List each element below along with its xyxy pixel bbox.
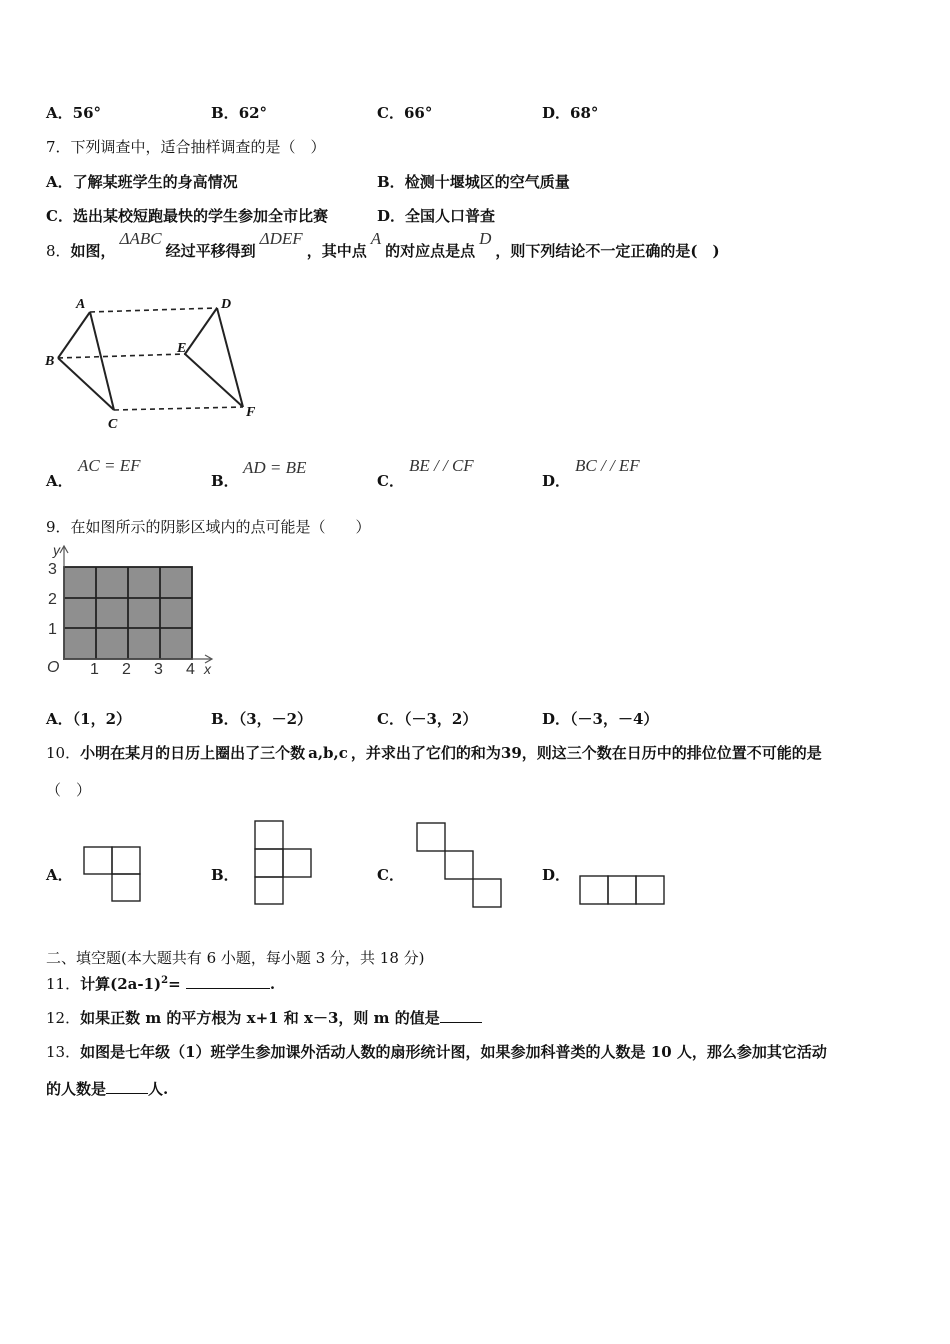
- q8-translation-figure: [40, 290, 270, 435]
- label-e: E: [177, 341, 187, 356]
- label-b: B: [45, 354, 55, 369]
- q8-option-b: B．: [211, 472, 239, 490]
- q9-option-c: C．（－3，2）: [377, 710, 478, 728]
- q10-option-d-label: D．: [542, 866, 571, 884]
- q9-stem: 9．在如图所示的阴影区域内的点可能是（ ）: [46, 518, 371, 536]
- q12-answer-blank[interactable]: [440, 1008, 482, 1023]
- q9-option-b: B．（3，－2）: [211, 710, 313, 728]
- q10-option-d-figure: [579, 875, 669, 907]
- segment-ab: [58, 312, 90, 358]
- q8-option-c: C．: [377, 472, 404, 490]
- q10-option-c-figure: [416, 822, 506, 910]
- q11: 11．计算$(2a-1)^2=$ .: [46, 975, 276, 993]
- q10-option-a-label: A．: [46, 866, 73, 884]
- q7-stem: 7．下列调查中，适合抽样调查的是（ ）: [46, 138, 326, 156]
- x-tick-1: 1: [90, 661, 99, 678]
- q8-option-a-math: AC = EF: [78, 456, 141, 475]
- q8-option-d: D．: [542, 472, 571, 490]
- label-c: C: [108, 417, 118, 432]
- q8-option-a: A．: [46, 472, 73, 490]
- q8-stem: 8．如图，ΔABC经过平移得到ΔDEF，其中点A的对应点是点D，则下列结论不一定正确的是( ): [46, 229, 720, 260]
- q8-option-c-math: BE / / CF: [409, 456, 474, 475]
- q7-option-c: C．选出某校短跑最快的学生参加全市比赛: [46, 207, 328, 225]
- segment-be: [58, 354, 185, 358]
- origin-label: O: [47, 659, 60, 676]
- segment-ac: [90, 312, 114, 410]
- q6-option-d: D．68°: [542, 104, 599, 122]
- q10-option-b-figure: [254, 820, 316, 906]
- label-a: A: [76, 297, 86, 312]
- q8-option-d-math: BC / / EF: [575, 456, 640, 475]
- label-f: F: [246, 405, 256, 420]
- q11-answer-blank[interactable]: [186, 974, 270, 989]
- q9-option-a: A．（1，2）: [46, 710, 132, 728]
- y-axis-label: y: [53, 542, 60, 558]
- q7-option-d: D．全国人口普查: [377, 207, 496, 225]
- q8-option-b-math: AD = BE: [243, 458, 307, 477]
- x-tick-2: 2: [122, 661, 131, 678]
- y-tick-3: 3: [48, 561, 57, 578]
- q10-option-c-label: C．: [377, 866, 404, 884]
- x-axis-label: x: [204, 661, 211, 677]
- section-2-title: 二、填空题(本大题共有 6 小题，每小题 3 分，共 18 分): [46, 949, 425, 967]
- q13-line1: 13．如图是七年级（1）班学生参加课外活动人数的扇形统计图，如果参加科普类的人数是 10 人，那么参加其它活动: [46, 1043, 827, 1061]
- q9-option-d: D．（－3，－4）: [542, 710, 659, 728]
- segment-bc: [58, 358, 114, 410]
- q12: 12．如果正数 m 的平方根为 x+1 和 x－3，则 m 的值是: [46, 1007, 482, 1028]
- q10-stem: 10．小明在某月的日历上圈出了三个数 a,b,c ，并求出了它们的和为39，则这三个数在日历中的排位位置不可能的是: [46, 744, 822, 762]
- q13-line2: 的人数是 人.: [46, 1080, 169, 1098]
- segment-ef: [185, 354, 243, 407]
- q6-option-b: B．62°: [211, 104, 268, 122]
- q10-paren: （ ）: [46, 781, 92, 799]
- segment-ad: [90, 308, 217, 312]
- label-d: D: [221, 297, 232, 312]
- segment-de: [185, 308, 217, 354]
- x-tick-3: 3: [154, 661, 163, 678]
- x-tick-4: 4: [186, 661, 195, 678]
- q7-option-b: B．检测十堰城区的空气质量: [377, 173, 570, 191]
- q10-option-a-figure: [83, 846, 143, 904]
- segment-df: [217, 308, 243, 407]
- q10-option-b-label: B．: [211, 866, 239, 884]
- q9-coordinate-graph: [44, 542, 224, 680]
- y-tick-2: 2: [48, 591, 57, 608]
- q6-option-c: C．66°: [377, 104, 433, 122]
- q13-answer-blank[interactable]: [106, 1079, 148, 1094]
- q6-option-a: A．56°: [46, 104, 102, 122]
- segment-cf: [114, 407, 243, 410]
- y-tick-1: 1: [48, 621, 57, 638]
- q7-option-a: A．了解某班学生的身高情况: [46, 173, 238, 191]
